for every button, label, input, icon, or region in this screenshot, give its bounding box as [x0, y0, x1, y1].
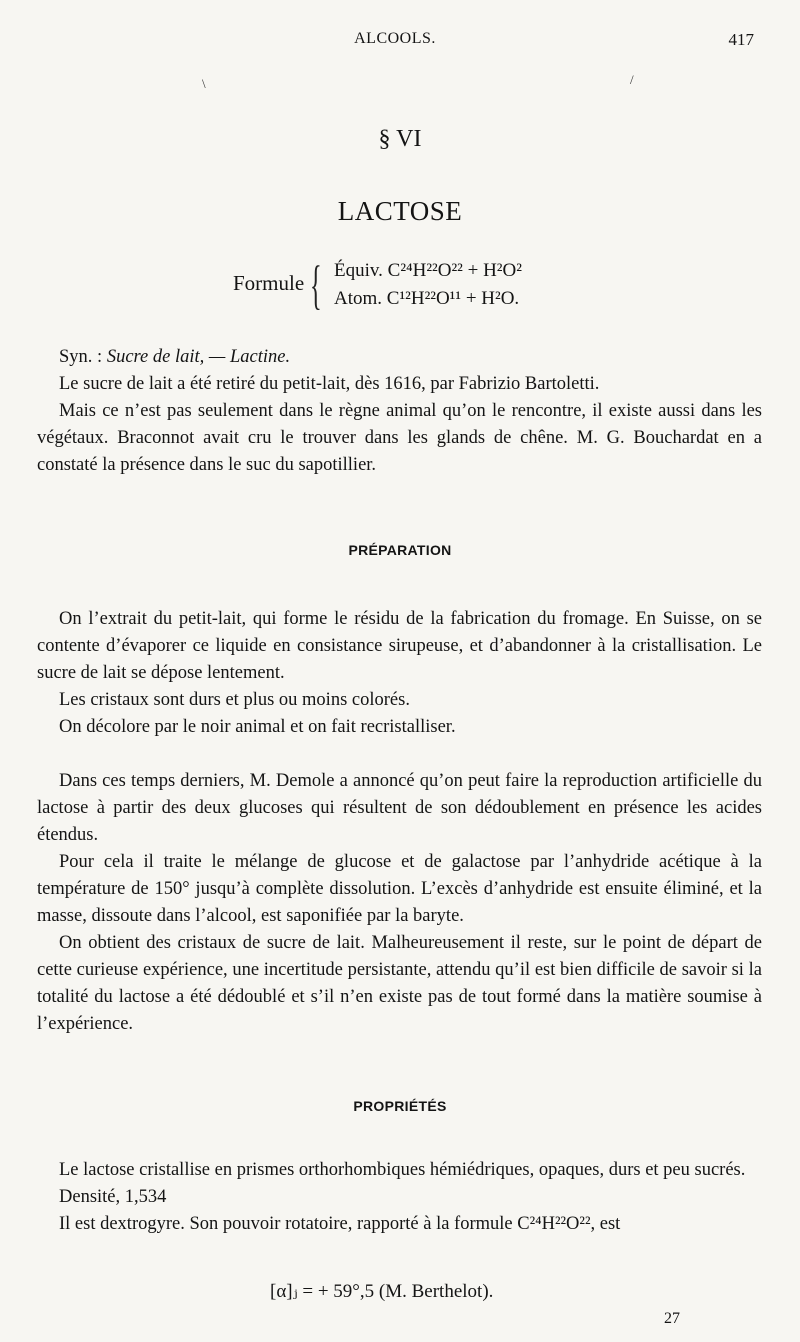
preparation-text	[37, 606, 762, 741]
paragraph: Les cristaux sont durs et plus ou moins colorés.	[59, 690, 410, 710]
paragraph: On décolore par le noir animal et on fait recristalliser.	[59, 717, 456, 737]
formula-atom: Atom. C¹²H²²O¹¹ + H²O.	[334, 288, 520, 309]
running-header	[36, 30, 754, 54]
stray-mark: /	[630, 72, 634, 87]
signature-mark: 27	[664, 1310, 680, 1327]
properties-text	[37, 1157, 762, 1238]
running-title: ALCOOLS.	[354, 30, 436, 47]
paragraph: On l’extrait du petit-lait, qui forme le résidu de la fabrication du fromage. En Suisse, on se contente d’évaporer ce liquide en consistance sirupeuse, et d’abandonner à la cristallisation. Le sucre de lait se dépose lentement.	[37, 609, 762, 683]
page-number: 417	[728, 30, 754, 49]
synonyms-line	[37, 344, 762, 371]
section-number: § VI	[378, 126, 422, 152]
brace-icon: {	[310, 255, 322, 315]
preparation-text-2	[37, 768, 762, 1038]
synonyms-names: Sucre de lait, — Lactine.	[106, 347, 291, 367]
chapter-heading: LACTOSE	[337, 196, 463, 226]
paragraph: Le lactose cristallise en prismes orthorhombiques hémiédriques, opaques, durs et peu sucrés.	[59, 1160, 746, 1180]
rotation-formula: [α]ⱼ = + 59°,5 (M. Berthelot).	[270, 1281, 494, 1302]
paragraph: Dans ces temps derniers, M. Demole a annoncé qu’on peut faire la reproduction artificielle du lactose à partir des deux glucoses qui résultent de son dédoublement en présence les acides étendus.	[37, 771, 762, 845]
paragraph: On obtient des cristaux de sucre de lait. Malheureusement il reste, sur le point de départ de cette curieuse expérience, une incertitude persistante, attendu qu’il est bien difficile de savoir si la totalité du lactose a été dédoublé et s’il n’en existe pas de tout formé dans la matière soumise à l’expérience.	[37, 933, 762, 1034]
properties-heading: PROPRIÉTÉS	[353, 1098, 447, 1114]
intro-text	[37, 344, 762, 479]
paragraph: Pour cela il traite le mélange de glucose et de galactose par l’anhydride acétique à la température de 150° jusqu’à complète dissolution. L’excès d’anhydride est ensuite éliminé, et la masse, dissoute dans l’alcool, est saponifiée par la baryte.	[37, 852, 762, 926]
formula-label: Formule	[233, 271, 305, 295]
stray-mark: \	[202, 76, 206, 91]
paragraph: Il est dextrogyre. Son pouvoir rotatoire, rapporté à la formule C²⁴H²²O²², est	[59, 1214, 621, 1234]
paragraph: Le sucre de lait a été retiré du petit-lait, dès 1616, par Fabrizio Bartoletti.	[59, 374, 600, 394]
synonyms-prefix: Syn. :	[59, 347, 107, 367]
preparation-heading: PRÉPARATION	[348, 542, 452, 558]
paragraph: Mais ce n’est pas seulement dans le règne animal qu’on le rencontre, il existe aussi dans les végétaux. Braconnot avait cru le trouver dans les glands de chêne. M. G. Bouchardat en a constaté la présence dans le suc du sapotillier.	[37, 401, 762, 475]
formula-equiv: Équiv. C²⁴H²²O²² + H²O²	[334, 260, 522, 281]
paragraph: Densité, 1,534	[59, 1187, 167, 1207]
